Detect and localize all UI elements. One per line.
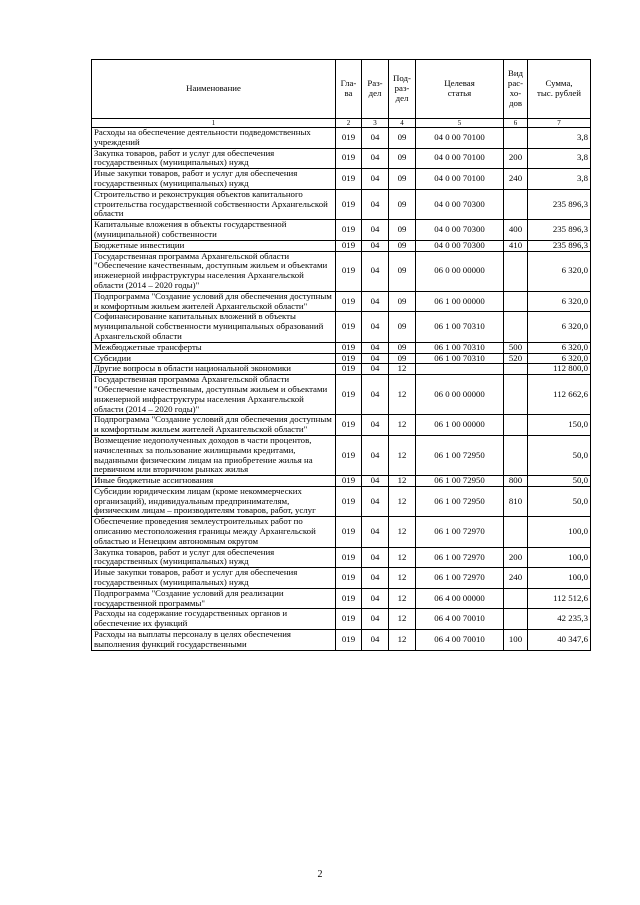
header-sum: Сумма, тыс. рублей bbox=[528, 60, 591, 119]
table-row bbox=[92, 353, 591, 364]
row-name: Софинансирование капитальных вложений в объекты муниципальной собственности муниципальных образований Архангельской области bbox=[92, 312, 336, 342]
row-name: Расходы на выплаты персоналу в целях обеспечения выполнения функций государственными bbox=[92, 630, 336, 651]
row-sum: 6 320,0 bbox=[528, 251, 591, 291]
row-vid bbox=[504, 128, 528, 149]
table-row bbox=[92, 588, 591, 609]
table-row bbox=[92, 568, 591, 589]
row-glava: 019 bbox=[336, 128, 362, 149]
row-glava: 019 bbox=[336, 375, 362, 415]
row-name: Подпрограмма "Создание условий для реализации государственной программы" bbox=[92, 588, 336, 609]
row-name: Межбюджетные трансферты bbox=[92, 342, 336, 353]
row-glava: 019 bbox=[336, 342, 362, 353]
row-razdel: 04 bbox=[362, 342, 389, 353]
row-glava: 019 bbox=[336, 240, 362, 251]
row-razdel: 04 bbox=[362, 312, 389, 342]
row-name: Субсидии bbox=[92, 353, 336, 364]
row-vid: 500 bbox=[504, 342, 528, 353]
row-podrazdel: 09 bbox=[389, 240, 416, 251]
row-glava: 019 bbox=[336, 353, 362, 364]
row-razdel: 04 bbox=[362, 547, 389, 568]
row-glava: 019 bbox=[336, 568, 362, 589]
row-razdel: 04 bbox=[362, 169, 389, 190]
row-article: 06 1 00 72970 bbox=[416, 568, 504, 589]
row-vid: 100 bbox=[504, 630, 528, 651]
row-podrazdel: 12 bbox=[389, 476, 416, 487]
row-vid: 240 bbox=[504, 568, 528, 589]
table-row bbox=[92, 240, 591, 251]
table-row bbox=[92, 312, 591, 342]
page-number: 2 bbox=[317, 869, 323, 880]
row-vid bbox=[504, 375, 528, 415]
row-article: 06 4 00 70010 bbox=[416, 609, 504, 630]
row-razdel: 04 bbox=[362, 291, 389, 312]
row-article: 06 0 00 00000 bbox=[416, 251, 504, 291]
row-article: 06 1 00 70310 bbox=[416, 312, 504, 342]
row-podrazdel: 12 bbox=[389, 547, 416, 568]
row-article: 06 4 00 70010 bbox=[416, 630, 504, 651]
row-podrazdel: 09 bbox=[389, 169, 416, 190]
row-vid: 240 bbox=[504, 169, 528, 190]
row-podrazdel: 09 bbox=[389, 312, 416, 342]
row-podrazdel: 12 bbox=[389, 517, 416, 547]
row-name: Обеспечение проведения землеустроительных работ по описанию местоположения границы между Архангельской областью и Ненецким автономным округом bbox=[92, 517, 336, 547]
row-vid: 800 bbox=[504, 476, 528, 487]
header-podrazdel: Под- раз- дел bbox=[389, 60, 416, 119]
row-vid: 810 bbox=[504, 486, 528, 516]
row-razdel: 04 bbox=[362, 486, 389, 516]
row-sum: 112 512,6 bbox=[528, 588, 591, 609]
header-name: Наименование bbox=[92, 60, 336, 119]
row-name: Государственная программа Архангельской области "Обеспечение качественным, доступным жильем и объектами инженерной инфраструктуры населения Архангельской области (2014 – 2020 годы)" bbox=[92, 375, 336, 415]
row-glava: 019 bbox=[336, 291, 362, 312]
row-name: Возмещение недополученных доходов в части процентов, начисленных за пользование жилищными кредитами, выданными физическим лицам на приобретение жилья на первичном или вторичном рынках жилья bbox=[92, 435, 336, 475]
row-podrazdel: 09 bbox=[389, 342, 416, 353]
row-sum: 50,0 bbox=[528, 486, 591, 516]
row-podrazdel: 12 bbox=[389, 630, 416, 651]
row-article: 06 4 00 00000 bbox=[416, 588, 504, 609]
table-row bbox=[92, 630, 591, 651]
row-article bbox=[416, 364, 504, 375]
table-row bbox=[92, 128, 591, 149]
row-sum: 150,0 bbox=[528, 415, 591, 436]
row-razdel: 04 bbox=[362, 251, 389, 291]
row-name: Подпрограмма "Создание условий для обеспечения доступным и комфортным жильем жителей Архангельской области" bbox=[92, 291, 336, 312]
row-name: Бюджетные инвестиции bbox=[92, 240, 336, 251]
row-article: 06 1 00 70310 bbox=[416, 353, 504, 364]
row-podrazdel: 12 bbox=[389, 486, 416, 516]
row-glava: 019 bbox=[336, 148, 362, 169]
row-name: Расходы на содержание государственных органов и обеспечение их функций bbox=[92, 609, 336, 630]
row-sum: 3,8 bbox=[528, 128, 591, 149]
table-row bbox=[92, 486, 591, 516]
row-article: 04 0 00 70300 bbox=[416, 189, 504, 219]
row-vid bbox=[504, 312, 528, 342]
table-row bbox=[92, 547, 591, 568]
row-glava: 019 bbox=[336, 415, 362, 436]
row-sum: 6 320,0 bbox=[528, 342, 591, 353]
row-article: 06 1 00 00000 bbox=[416, 291, 504, 312]
row-razdel: 04 bbox=[362, 517, 389, 547]
row-glava: 019 bbox=[336, 547, 362, 568]
header-glava: Гла- ва bbox=[336, 60, 362, 119]
row-razdel: 04 bbox=[362, 568, 389, 589]
row-vid bbox=[504, 189, 528, 219]
row-razdel: 04 bbox=[362, 435, 389, 475]
row-sum: 6 320,0 bbox=[528, 353, 591, 364]
row-sum: 235 896,3 bbox=[528, 240, 591, 251]
table-row bbox=[92, 476, 591, 487]
column-number: 1 bbox=[92, 119, 336, 128]
row-glava: 019 bbox=[336, 169, 362, 190]
row-name: Другие вопросы в области национальной экономики bbox=[92, 364, 336, 375]
row-podrazdel: 09 bbox=[389, 220, 416, 241]
row-sum: 112 800,0 bbox=[528, 364, 591, 375]
row-sum: 235 896,3 bbox=[528, 220, 591, 241]
row-vid: 410 bbox=[504, 240, 528, 251]
row-sum: 3,8 bbox=[528, 148, 591, 169]
row-vid: 200 bbox=[504, 547, 528, 568]
row-vid bbox=[504, 291, 528, 312]
row-name: Субсидии юридическим лицам (кроме некоммерческих организаций), индивидуальным предпринимателям, физическим лицам – производителям товаров, работ, услуг bbox=[92, 486, 336, 516]
row-podrazdel: 12 bbox=[389, 435, 416, 475]
row-name: Иные бюджетные ассигнования bbox=[92, 476, 336, 487]
row-name: Капитальные вложения в объекты государственной (муниципальной) собственности bbox=[92, 220, 336, 241]
row-glava: 019 bbox=[336, 588, 362, 609]
row-article: 06 1 00 72970 bbox=[416, 517, 504, 547]
row-vid bbox=[504, 609, 528, 630]
row-name: Закупка товаров, работ и услуг для обеспечения государственных (муниципальных) нужд bbox=[92, 547, 336, 568]
row-podrazdel: 09 bbox=[389, 189, 416, 219]
row-glava: 019 bbox=[336, 364, 362, 375]
table-row bbox=[92, 169, 591, 190]
row-vid: 400 bbox=[504, 220, 528, 241]
row-razdel: 04 bbox=[362, 415, 389, 436]
column-number: 3 bbox=[362, 119, 389, 128]
row-name: Иные закупки товаров, работ и услуг для обеспечения государственных (муниципальных) нужд bbox=[92, 568, 336, 589]
row-sum: 42 235,3 bbox=[528, 609, 591, 630]
row-vid: 520 bbox=[504, 353, 528, 364]
row-podrazdel: 09 bbox=[389, 128, 416, 149]
row-podrazdel: 09 bbox=[389, 353, 416, 364]
row-sum: 50,0 bbox=[528, 476, 591, 487]
row-razdel: 04 bbox=[362, 588, 389, 609]
column-number: 2 bbox=[336, 119, 362, 128]
column-number: 7 bbox=[528, 119, 591, 128]
row-article: 06 1 00 72950 bbox=[416, 486, 504, 516]
row-podrazdel: 09 bbox=[389, 148, 416, 169]
row-sum: 40 347,6 bbox=[528, 630, 591, 651]
row-glava: 019 bbox=[336, 189, 362, 219]
row-article: 06 1 00 72950 bbox=[416, 435, 504, 475]
row-article: 06 1 00 72970 bbox=[416, 547, 504, 568]
row-article: 06 1 00 00000 bbox=[416, 415, 504, 436]
table-row bbox=[92, 342, 591, 353]
header-vid: Вид рас- хо- дов bbox=[504, 60, 528, 119]
row-name: Расходы на обеспечение деятельности подведомственных учреждений bbox=[92, 128, 336, 149]
row-glava: 019 bbox=[336, 517, 362, 547]
row-podrazdel: 12 bbox=[389, 588, 416, 609]
row-podrazdel: 09 bbox=[389, 291, 416, 312]
row-vid bbox=[504, 588, 528, 609]
row-sum: 100,0 bbox=[528, 547, 591, 568]
row-article: 06 1 00 72950 bbox=[416, 476, 504, 487]
row-name: Подпрограмма "Создание условий для обеспечения доступным и комфортным жильем жителей Архангельской области" bbox=[92, 415, 336, 436]
table-body bbox=[92, 128, 591, 651]
column-number: 5 bbox=[416, 119, 504, 128]
row-sum: 235 896,3 bbox=[528, 189, 591, 219]
row-razdel: 04 bbox=[362, 148, 389, 169]
row-razdel: 04 bbox=[362, 375, 389, 415]
row-sum: 6 320,0 bbox=[528, 291, 591, 312]
row-razdel: 04 bbox=[362, 364, 389, 375]
row-glava: 019 bbox=[336, 476, 362, 487]
row-sum: 112 662,6 bbox=[528, 375, 591, 415]
row-podrazdel: 12 bbox=[389, 568, 416, 589]
table-row bbox=[92, 415, 591, 436]
table-row bbox=[92, 609, 591, 630]
row-razdel: 04 bbox=[362, 240, 389, 251]
row-vid bbox=[504, 415, 528, 436]
header-row bbox=[92, 60, 591, 119]
column-number: 6 bbox=[504, 119, 528, 128]
row-glava: 019 bbox=[336, 486, 362, 516]
row-podrazdel: 09 bbox=[389, 251, 416, 291]
row-razdel: 04 bbox=[362, 353, 389, 364]
row-name: Закупка товаров, работ и услуг для обеспечения государственных (муниципальных) нужд bbox=[92, 148, 336, 169]
row-vid: 200 bbox=[504, 148, 528, 169]
column-number: 4 bbox=[389, 119, 416, 128]
table-row bbox=[92, 291, 591, 312]
row-razdel: 04 bbox=[362, 476, 389, 487]
row-vid bbox=[504, 517, 528, 547]
row-article: 06 0 00 00000 bbox=[416, 375, 504, 415]
table-row bbox=[92, 364, 591, 375]
row-sum: 3,8 bbox=[528, 169, 591, 190]
header-article: Целевая статья bbox=[416, 60, 504, 119]
table-row bbox=[92, 220, 591, 241]
row-sum: 100,0 bbox=[528, 517, 591, 547]
row-glava: 019 bbox=[336, 435, 362, 475]
row-vid bbox=[504, 251, 528, 291]
row-name: Государственная программа Архангельской области "Обеспечение качественным, доступным жильем и объектами инженерной инфраструктуры населения Архангельской области (2014 – 2020 годы)" bbox=[92, 251, 336, 291]
row-name: Иные закупки товаров, работ и услуг для обеспечения государственных (муниципальных) нужд bbox=[92, 169, 336, 190]
table-row bbox=[92, 251, 591, 291]
row-glava: 019 bbox=[336, 609, 362, 630]
table-row bbox=[92, 435, 591, 475]
row-razdel: 04 bbox=[362, 128, 389, 149]
row-glava: 019 bbox=[336, 251, 362, 291]
row-glava: 019 bbox=[336, 312, 362, 342]
table-row bbox=[92, 189, 591, 219]
row-glava: 019 bbox=[336, 630, 362, 651]
row-razdel: 04 bbox=[362, 189, 389, 219]
row-razdel: 04 bbox=[362, 630, 389, 651]
row-podrazdel: 12 bbox=[389, 415, 416, 436]
row-razdel: 04 bbox=[362, 220, 389, 241]
row-podrazdel: 12 bbox=[389, 609, 416, 630]
row-sum: 6 320,0 bbox=[528, 312, 591, 342]
row-vid bbox=[504, 364, 528, 375]
row-article: 04 0 00 70100 bbox=[416, 128, 504, 149]
table-row bbox=[92, 148, 591, 169]
row-podrazdel: 12 bbox=[389, 375, 416, 415]
row-article: 04 0 00 70300 bbox=[416, 220, 504, 241]
row-article: 04 0 00 70100 bbox=[416, 169, 504, 190]
row-article: 04 0 00 70300 bbox=[416, 240, 504, 251]
row-name: Строительство и реконструкция объектов капитального строительства государственной собственности Архангельской области bbox=[92, 189, 336, 219]
row-glava: 019 bbox=[336, 220, 362, 241]
row-sum: 50,0 bbox=[528, 435, 591, 475]
header-razdel: Раз- дел bbox=[362, 60, 389, 119]
row-article: 06 1 00 70310 bbox=[416, 342, 504, 353]
row-podrazdel: 12 bbox=[389, 364, 416, 375]
table-row bbox=[92, 375, 591, 415]
row-razdel: 04 bbox=[362, 609, 389, 630]
row-sum: 100,0 bbox=[528, 568, 591, 589]
row-article: 04 0 00 70100 bbox=[416, 148, 504, 169]
table-row bbox=[92, 517, 591, 547]
row-vid bbox=[504, 435, 528, 475]
budget-table bbox=[91, 59, 591, 651]
